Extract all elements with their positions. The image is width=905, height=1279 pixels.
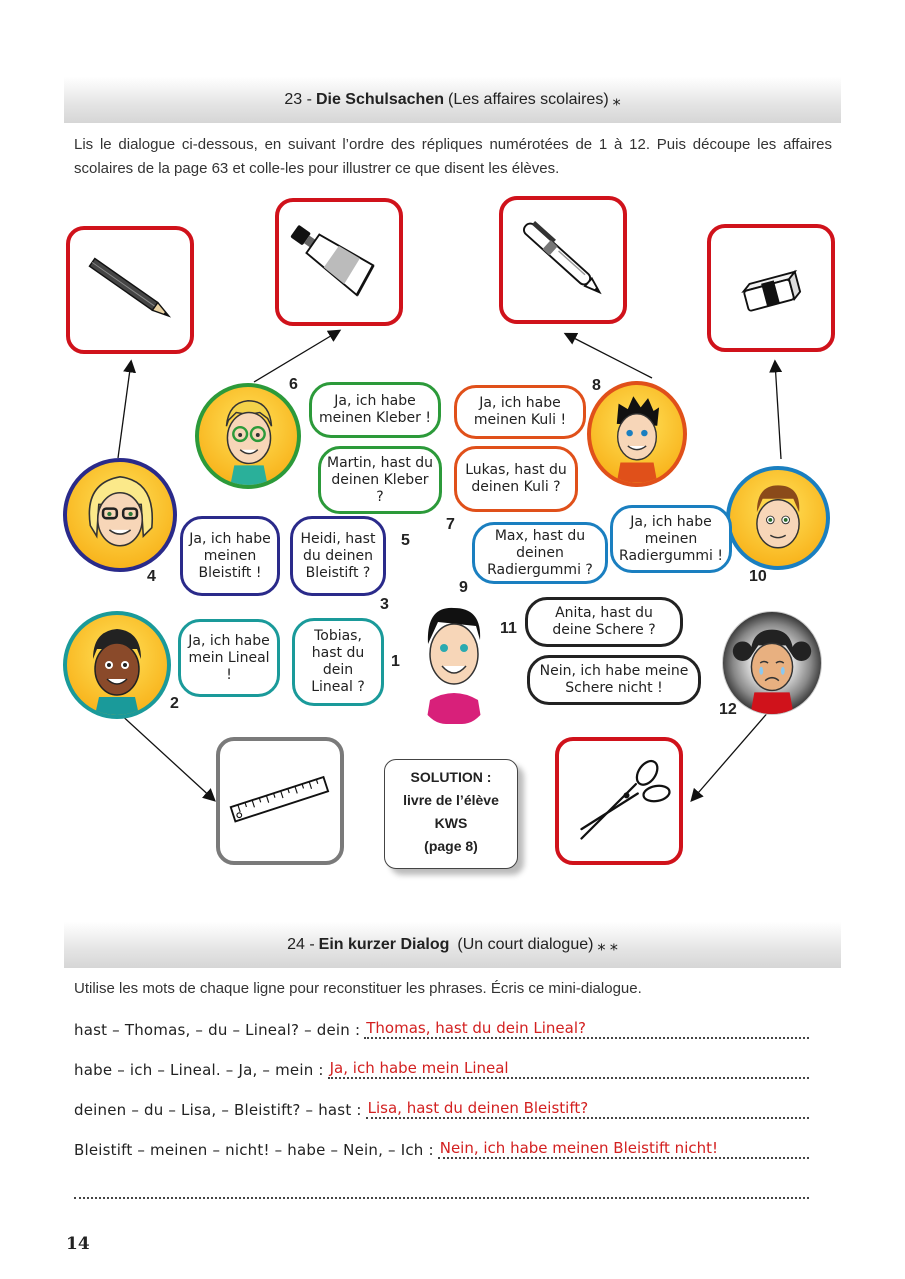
dialog-number-1: 1 bbox=[391, 653, 400, 670]
section-24-header bbox=[64, 922, 841, 968]
section-24-number: 24 - bbox=[287, 936, 315, 953]
boy-spiky-hair-icon bbox=[591, 385, 683, 483]
avatar-teacher bbox=[414, 600, 494, 724]
bubble-1: Tobias, hast du dein Lineal ? bbox=[292, 618, 384, 706]
bubble-9: Max, hast du deinen Radiergummi ? bbox=[472, 522, 608, 584]
glue-tube-icon bbox=[279, 202, 399, 322]
avatar-martin bbox=[195, 383, 301, 489]
section-23-instructions: Lis le dialogue ci-dessous, en suivant l’ordre des répliques numérotées de 1 à 12. Puis découpe les affaires scolaires de la page 63 et colle-les pour illustrer ce que disent les élèves. bbox=[74, 136, 832, 177]
solution-box bbox=[384, 759, 518, 869]
eraser-icon bbox=[711, 228, 831, 348]
bubble-8: Ja, ich habe meinen Kuli ! bbox=[454, 385, 586, 439]
dialog-number-6: 6 bbox=[289, 376, 298, 393]
girl-glasses-icon bbox=[67, 462, 173, 568]
pencil-box bbox=[66, 226, 194, 354]
answer-field[interactable] bbox=[74, 1179, 809, 1199]
section-23-number: 23 - bbox=[284, 91, 312, 108]
difficulty-stars: ⁎ bbox=[612, 92, 621, 109]
pen-icon bbox=[503, 200, 623, 320]
pen-box bbox=[499, 196, 627, 324]
dialog-number-5: 5 bbox=[401, 532, 410, 549]
answer-text: Lisa, hast du deinen Bleistift? bbox=[367, 1099, 589, 1117]
bubble-12: Nein, ich habe meine Schere nicht ! bbox=[527, 655, 701, 705]
dialog-number-4: 4 bbox=[147, 568, 156, 585]
bubble-4: Ja, ich habe meinen Bleistift ! bbox=[180, 516, 280, 596]
avatar-max bbox=[726, 466, 830, 570]
section-23-subtitle: (Les affaires scolaires) bbox=[447, 91, 609, 108]
dialog-number-10: 10 bbox=[749, 568, 767, 585]
bubble-5: Martin, hast du deinen Kleber ? bbox=[318, 446, 442, 514]
scrambled-words: hast – Thomas, – du – Lineal? – dein : bbox=[74, 1021, 361, 1039]
dialog-number-7: 7 bbox=[446, 516, 455, 533]
solution-source: livre de l’élève bbox=[403, 792, 499, 808]
answer-text: Ja, ich habe mein Lineal bbox=[329, 1059, 509, 1077]
bubble-11: Anita, hast du deine Schere ? bbox=[525, 597, 683, 647]
solution-page: (page 8) bbox=[424, 838, 478, 854]
answer-field[interactable] bbox=[438, 1139, 809, 1159]
exercise-line-5 bbox=[74, 1175, 809, 1199]
exercise-line-4 bbox=[74, 1135, 809, 1159]
bubble-6: Ja, ich habe meinen Kleber ! bbox=[309, 382, 441, 438]
section-24-title: Ein kurzer Dialog bbox=[318, 936, 450, 953]
scissors-icon bbox=[559, 741, 679, 861]
scrambled-words: habe – ich – Lineal. – Ja, – mein : bbox=[74, 1061, 324, 1079]
answer-text: Thomas, hast du dein Lineal? bbox=[366, 1019, 586, 1037]
section-24-instructions: Utilise les mots de chaque ligne pour reconstituer les phrases. Écris ce mini-dialogue. bbox=[74, 980, 642, 997]
ruler-icon bbox=[220, 741, 340, 861]
answer-field[interactable] bbox=[366, 1099, 809, 1119]
avatar-heidi bbox=[63, 458, 177, 572]
scrambled-words: deinen – du – Lisa, – Bleistift? – hast : bbox=[74, 1101, 362, 1119]
girl-crying-icon bbox=[723, 612, 821, 714]
dialog-number-2: 2 bbox=[170, 695, 179, 712]
scrambled-words: Bleistift – meinen – nicht! – habe – Nein, – Ich : bbox=[74, 1141, 434, 1159]
ruler-box bbox=[216, 737, 344, 865]
answer-field[interactable] bbox=[328, 1059, 809, 1079]
boy-curly-hair-icon bbox=[67, 615, 167, 715]
page-number: 14 bbox=[66, 1234, 90, 1254]
difficulty-stars: ⁎ ⁎ bbox=[597, 937, 618, 954]
dialog-number-11: 11 bbox=[500, 620, 517, 637]
answer-text: Nein, ich habe meinen Bleistift nicht! bbox=[439, 1139, 719, 1157]
avatar-anita bbox=[722, 611, 822, 715]
boy-brown-hair-icon bbox=[730, 470, 826, 566]
dialog-number-9: 9 bbox=[459, 579, 468, 596]
eraser-box bbox=[707, 224, 835, 352]
dialog-number-3: 3 bbox=[380, 596, 389, 613]
dialog-number-12: 12 bbox=[719, 701, 737, 718]
bubble-10: Ja, ich habe meinen Radiergummi ! bbox=[610, 505, 732, 573]
solution-label: SOLUTION : bbox=[410, 769, 492, 785]
avatar-lukas bbox=[587, 381, 687, 487]
section-24-subtitle: (Un court dialogue) bbox=[457, 936, 594, 953]
student-speaker-icon bbox=[414, 600, 494, 724]
bubble-7: Lukas, hast du deinen Kuli ? bbox=[454, 446, 578, 512]
pencil-icon bbox=[70, 230, 190, 350]
avatar-tobias bbox=[63, 611, 171, 719]
exercise-line-2 bbox=[74, 1055, 809, 1079]
dialog-number-8: 8 bbox=[592, 377, 601, 394]
exercise-line-1 bbox=[74, 1015, 809, 1039]
section-23-title: Die Schulsachen bbox=[315, 91, 444, 108]
boy-glasses-icon bbox=[199, 387, 297, 485]
answer-field[interactable] bbox=[364, 1019, 809, 1039]
solution-book: KWS bbox=[434, 815, 468, 831]
exercise-line-3 bbox=[74, 1095, 809, 1119]
glue-box bbox=[275, 198, 403, 326]
scissors-box bbox=[555, 737, 683, 865]
bubble-3: Heidi, hast du deinen Bleistift ? bbox=[290, 516, 386, 596]
bubble-2: Ja, ich habe mein Lineal ! bbox=[178, 619, 280, 697]
